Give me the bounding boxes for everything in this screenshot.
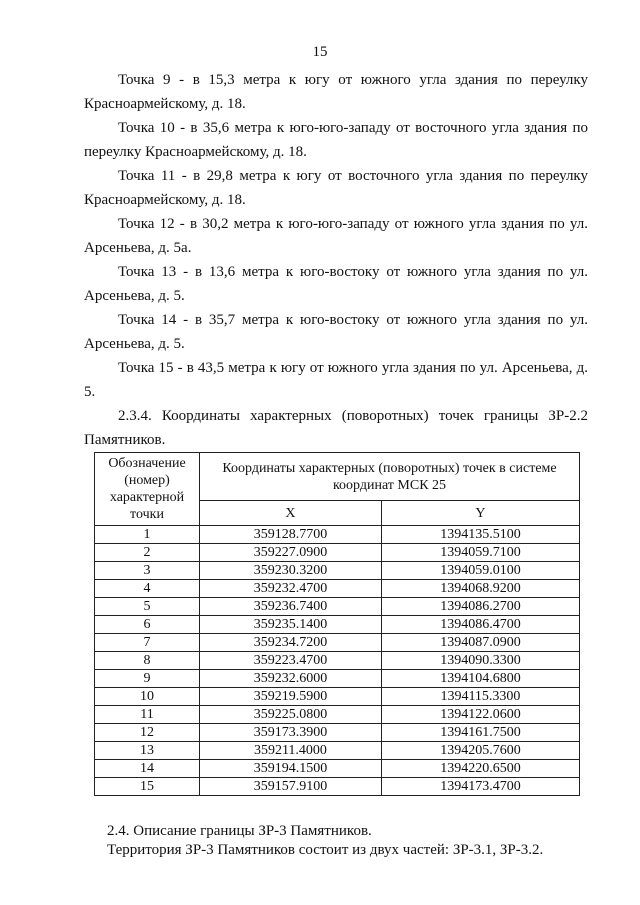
cell-y: 1394087.0900	[381, 634, 579, 652]
cell-x: 359128.7700	[200, 526, 382, 544]
cell-point-number: 12	[95, 724, 200, 742]
header-x: X	[200, 501, 382, 526]
cell-y: 1394173.4700	[381, 778, 579, 796]
header-designation: Обозначение (номер) характерной точки	[95, 453, 200, 526]
section-heading-2-4: 2.4. Описание границы ЗР-3 Памятников.	[107, 823, 372, 839]
cell-x: 359232.6000	[200, 670, 382, 688]
paragraph-point-14: Точка 14 - в 35,7 метра к юго-востоку от южного угла здания по ул. Арсеньева, д. 5.	[84, 312, 588, 352]
cell-y: 1394059.0100	[381, 562, 579, 580]
header-y: Y	[381, 501, 579, 526]
cell-point-number: 10	[95, 688, 200, 706]
table-row	[95, 724, 580, 742]
cell-y: 1394161.7500	[381, 724, 579, 742]
cell-x: 359194.1500	[200, 760, 382, 778]
cell-point-number: 9	[95, 670, 200, 688]
cell-point-number: 14	[95, 760, 200, 778]
table-row	[95, 616, 580, 634]
cell-x: 359157.9100	[200, 778, 382, 796]
cell-point-number: 4	[95, 580, 200, 598]
table-row	[95, 670, 580, 688]
cell-x: 359234.7200	[200, 634, 382, 652]
cell-x: 359236.7400	[200, 598, 382, 616]
cell-y: 1394104.6800	[381, 670, 579, 688]
cell-y: 1394090.3300	[381, 652, 579, 670]
cell-y: 1394086.4700	[381, 616, 579, 634]
cell-y: 1394220.6500	[381, 760, 579, 778]
section-2-4-text: Территория ЗР-3 Памятников состоит из двух частей: ЗР-3.1, ЗР-3.2.	[107, 842, 544, 858]
table-row	[95, 580, 580, 598]
paragraph-point-10: Точка 10 - в 35,6 метра к юго-юго-западу от восточного угла здания по переулку Красноармейскому, д. 18.	[84, 120, 588, 160]
paragraph-point-9: Точка 9 - в 15,3 метра к югу от южного угла здания по переулку Красноармейскому, д. 18.	[84, 72, 588, 112]
cell-y: 1394059.7100	[381, 544, 579, 562]
header-coordinates: Координаты характерных (поворотных) точек в системе координат МСК 25	[200, 453, 580, 501]
table-row	[95, 526, 580, 544]
table-row	[95, 634, 580, 652]
cell-x: 359227.0900	[200, 544, 382, 562]
cell-point-number: 2	[95, 544, 200, 562]
cell-x: 359225.0800	[200, 706, 382, 724]
cell-x: 359235.1400	[200, 616, 382, 634]
paragraph-point-11: Точка 11 - в 29,8 метра к югу от восточного угла здания по переулку Красноармейскому, д. 18.	[84, 168, 588, 208]
cell-y: 1394068.9200	[381, 580, 579, 598]
cell-x: 359173.3900	[200, 724, 382, 742]
cell-x: 359232.4700	[200, 580, 382, 598]
cell-y: 1394115.3300	[381, 688, 579, 706]
table-row	[95, 742, 580, 760]
table-row	[95, 688, 580, 706]
cell-y: 1394205.7600	[381, 742, 579, 760]
cell-point-number: 13	[95, 742, 200, 760]
cell-y: 1394122.0600	[381, 706, 579, 724]
table-row	[95, 544, 580, 562]
table-row	[95, 706, 580, 724]
table-body	[95, 526, 580, 796]
paragraph-point-15: Точка 15 - в 43,5 метра к югу от южного угла здания по ул. Арсеньева, д. 5.	[84, 360, 588, 400]
section-2-4	[107, 822, 587, 860]
cell-x: 359223.4700	[200, 652, 382, 670]
paragraph-point-13: Точка 13 - в 13,6 метра к юго-востоку от южного угла здания по ул. Арсеньева, д. 5.	[84, 264, 588, 304]
table-row	[95, 778, 580, 796]
table-row	[95, 598, 580, 616]
table-row	[95, 760, 580, 778]
body-text	[84, 68, 588, 452]
cell-y: 1394086.2700	[381, 598, 579, 616]
cell-point-number: 15	[95, 778, 200, 796]
table-row	[95, 652, 580, 670]
section-heading-2-3-4: 2.3.4. Координаты характерных (поворотных) точек границы ЗР-2.2 Памятников.	[84, 408, 588, 448]
page-number: 15	[312, 44, 328, 60]
table-row	[95, 562, 580, 580]
cell-point-number: 5	[95, 598, 200, 616]
coordinates-table	[94, 452, 580, 796]
cell-x: 359219.5900	[200, 688, 382, 706]
paragraph-point-12: Точка 12 - в 30,2 метра к юго-юго-западу от южного угла здания по ул. Арсеньева, д. 5а.	[84, 216, 588, 256]
cell-point-number: 6	[95, 616, 200, 634]
cell-x: 359211.4000	[200, 742, 382, 760]
cell-point-number: 7	[95, 634, 200, 652]
cell-point-number: 11	[95, 706, 200, 724]
cell-x: 359230.3200	[200, 562, 382, 580]
cell-point-number: 1	[95, 526, 200, 544]
cell-y: 1394135.5100	[381, 526, 579, 544]
cell-point-number: 8	[95, 652, 200, 670]
cell-point-number: 3	[95, 562, 200, 580]
